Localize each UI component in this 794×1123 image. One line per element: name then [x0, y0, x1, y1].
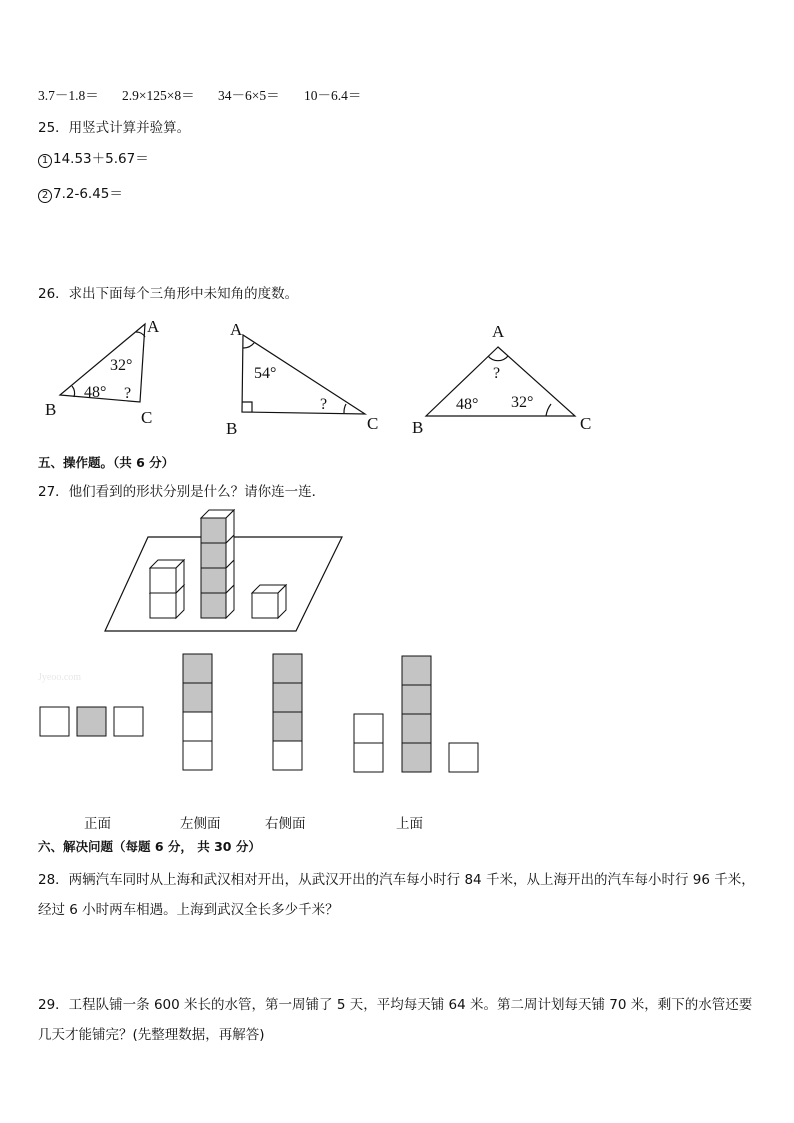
- vertex-label: C: [141, 408, 153, 427]
- angle-label: ?: [124, 385, 132, 402]
- vertex-label: C: [367, 414, 379, 433]
- q26-triangles: [0, 310, 794, 445]
- circled-number: 1: [38, 154, 52, 168]
- angle-label: ?: [493, 365, 501, 382]
- q27-title: 27．他们看到的形状分别是什么？请你连一连．: [38, 484, 326, 500]
- vertex-label: A: [492, 322, 505, 341]
- view-option-column-b: [273, 654, 302, 770]
- vertex-label: B: [226, 419, 238, 438]
- cube-stack-middle: [201, 510, 234, 618]
- angle-arc: [488, 356, 508, 361]
- q25-expr-1: 14.53＋5.67＝: [53, 151, 149, 167]
- q28-text: 28．两辆汽车同时从上海和武汉相对开出，从武汉开出的汽车每小时行 84 千米，从上海开出的汽车每小时行 96 千米，经过 6 小时两车相遇。上海到武汉全长多少千米？: [38, 872, 755, 918]
- angle-arc: [344, 404, 346, 413]
- angle-label: 32°: [110, 357, 133, 374]
- vertex-label: A: [230, 320, 243, 339]
- q29-text: 29．工程队铺一条 600 米长的水管，第一周铺了 5 天，平均每天铺 64 米。第二周计划每天铺 70 米，剩下的水管还要几天才能铺完？(先整理数据，再解答): [38, 997, 753, 1043]
- watermark: Jyeoo.com: [38, 672, 82, 683]
- section-5-heading: 五、操作题。（共 6 分）: [38, 455, 175, 470]
- calc-item-1: 3.7－1.8＝: [38, 88, 99, 103]
- view-label-right: 右侧面: [265, 816, 306, 832]
- q26-title: 26．求出下面每个三角形中未知角的度数。: [38, 286, 299, 302]
- right-angle-mark: [242, 402, 252, 412]
- view-label-front: 正面: [84, 816, 111, 832]
- section-6-heading: 六、解决问题（每题 6 分， 共 30 分）: [38, 839, 261, 854]
- angle-label: 48°: [456, 396, 479, 413]
- angle-label: 32°: [511, 394, 534, 411]
- cube-single-right: [252, 585, 286, 618]
- calc-item-2: 2.9×125×8＝: [122, 88, 195, 103]
- view-option-column-a: [183, 654, 212, 770]
- cube-stack-left: [150, 560, 184, 618]
- q25-item-1: [38, 147, 149, 168]
- vertex-label: B: [412, 418, 424, 437]
- view-label-top: 上面: [396, 816, 423, 832]
- view-option-row: [40, 707, 143, 736]
- view-option-front: [354, 656, 478, 772]
- angle-arc: [546, 404, 551, 416]
- vertex-label: A: [147, 317, 160, 336]
- q25-title: 25．用竖式计算并验算。: [38, 120, 191, 136]
- circled-number: 2: [38, 189, 52, 203]
- angle-label: ?: [320, 396, 328, 413]
- q25-item-2: [38, 182, 123, 203]
- angle-label: 54°: [254, 365, 277, 382]
- calc-item-4: 10－6.4＝: [304, 88, 362, 103]
- q27-figure: [0, 505, 794, 785]
- view-label-left: 左侧面: [180, 816, 221, 832]
- calc-item-3: 34－6×5＝: [218, 88, 280, 103]
- triangle-3: [426, 347, 575, 416]
- vertex-label: B: [45, 400, 57, 419]
- q25-expr-2: 7.2-6.45＝: [53, 186, 123, 202]
- angle-arc: [243, 343, 254, 348]
- vertex-label: C: [580, 414, 592, 433]
- angle-arc: [72, 386, 75, 397]
- angle-label: 48°: [84, 384, 107, 401]
